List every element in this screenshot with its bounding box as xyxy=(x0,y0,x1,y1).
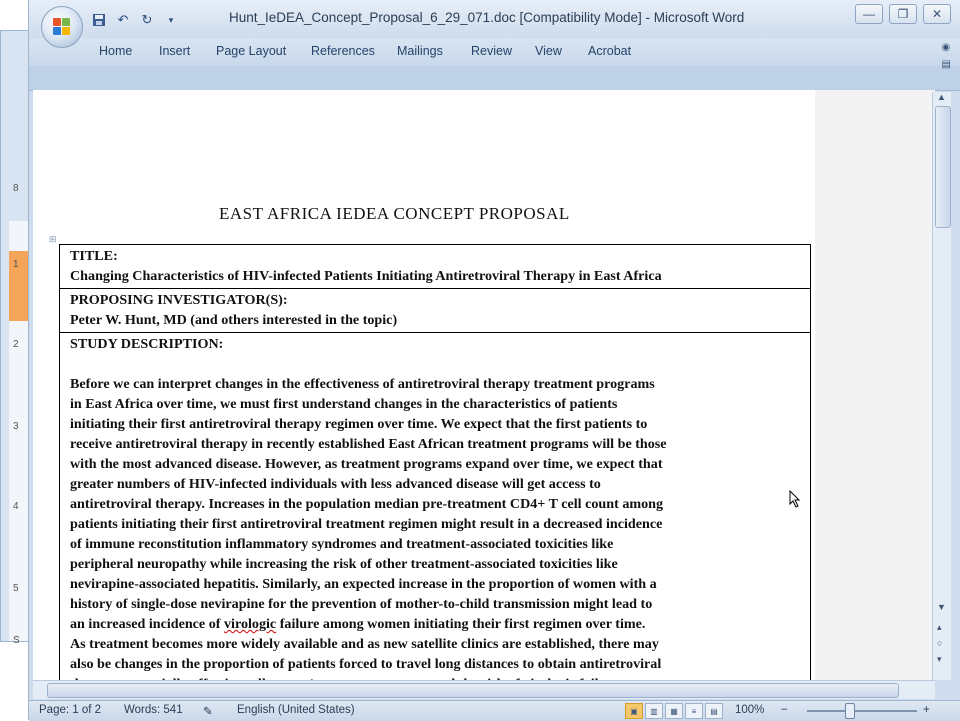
word-window xyxy=(28,0,960,720)
language-indicator[interactable]: English (United States) xyxy=(237,704,355,716)
description-line: nevirapine-associated hepatitis. Similarly, an expected increase in the proportion of women with a xyxy=(70,576,657,592)
description-line: an increased incidence of virologic failure among women initiating their first regimen over time. xyxy=(70,616,646,632)
ruler-mark: 3 xyxy=(13,421,19,432)
full-screen-reading-icon[interactable]: ▥ xyxy=(645,703,663,719)
title-value: Changing Characteristics of HIV-infected Patients Initiating Antiretroviral Therapy in East Africa xyxy=(70,268,662,284)
tab-home[interactable]: Home xyxy=(99,44,133,58)
description-line: greater numbers of HIV-infected individuals with less advanced disease will get access to xyxy=(70,476,601,492)
description-line: Before we can interpret changes in the effectiveness of antiretroviral therapy treatment programs xyxy=(70,376,655,392)
customize-icon[interactable]: ▾ xyxy=(168,14,174,25)
outline-icon[interactable]: ≡ xyxy=(685,703,703,719)
document-area[interactable] xyxy=(33,90,935,680)
undo-icon[interactable]: ↶ xyxy=(117,12,129,27)
next-page-icon[interactable]: ▾ xyxy=(937,654,942,664)
help-icon[interactable]: ◉ xyxy=(941,42,951,53)
ruler-mark: 8 xyxy=(13,183,19,194)
view-buttons xyxy=(625,703,723,719)
tab-mailings[interactable]: Mailings xyxy=(397,44,443,58)
zoom-slider[interactable] xyxy=(807,710,917,712)
tab-page-layout[interactable]: Page Layout xyxy=(216,44,287,58)
previous-page-icon[interactable]: ▴ xyxy=(937,622,942,632)
table-move-handle-icon[interactable]: ⊞ xyxy=(49,234,57,244)
hscroll-thumb[interactable] xyxy=(47,683,899,698)
description-line: peripheral neuropathy while increasing the risk of other treatment-associated toxicities like xyxy=(70,556,618,572)
description-label: STUDY DESCRIPTION: xyxy=(70,336,224,352)
zoom-out-button[interactable]: − xyxy=(781,704,788,716)
select-browse-object-icon[interactable]: ○ xyxy=(937,638,943,648)
close-button[interactable]: ✕ xyxy=(923,4,951,24)
word-count[interactable]: Words: 541 xyxy=(124,704,183,716)
office-logo-icon xyxy=(53,18,71,36)
proofing-icon[interactable]: ✎ xyxy=(203,706,213,718)
ribbon-tabs xyxy=(29,38,960,66)
office-button[interactable] xyxy=(41,6,83,48)
ruler-mark: 4 xyxy=(13,501,19,512)
description-line: receive antiretroviral therapy in recently established East African treatment programs will be those xyxy=(70,436,667,452)
tab-acrobat[interactable]: Acrobat xyxy=(588,44,632,58)
horizontal-scrollbar[interactable] xyxy=(33,680,935,699)
vertical-scrollbar[interactable] xyxy=(932,92,951,680)
description-line: history of single-dose nevirapine for the prevention of mother-to-child transmission might lead to xyxy=(70,596,653,612)
print-layout-icon[interactable]: ▣ xyxy=(625,703,643,719)
web-layout-icon[interactable]: ▦ xyxy=(665,703,683,719)
investigator-value: Peter W. Hunt, MD (and others interested in the topic) xyxy=(70,312,398,328)
page-gutter xyxy=(815,90,935,680)
tab-references[interactable]: References xyxy=(311,44,375,58)
ruler-mark: 5 xyxy=(13,583,19,594)
page-count[interactable]: Page: 1 of 2 xyxy=(39,704,102,716)
ruler-mark: S xyxy=(13,635,20,646)
minimize-button[interactable]: — xyxy=(855,4,883,24)
zoom-level[interactable]: 100% xyxy=(735,704,765,716)
window-controls xyxy=(855,4,951,24)
description-line: also be changes in the proportion of patients forced to travel long distances to obtain antiretroviral xyxy=(70,656,662,672)
investigator-label: PROPOSING INVESTIGATOR(S): xyxy=(70,292,288,308)
ribbon-right-tools xyxy=(942,42,951,70)
investigator-row xyxy=(60,289,810,333)
zoom-in-button[interactable]: + xyxy=(923,704,930,716)
scroll-thumb[interactable] xyxy=(935,106,951,228)
proposal-table xyxy=(59,244,811,697)
description-line: of immune reconstitution inflammatory syndromes and treatment-associated toxicities like xyxy=(70,536,614,552)
window-title: Hunt_IeDEA_Concept_Proposal_6_29_071.doc [Compatibility Mode] - Microsoft Word xyxy=(229,10,745,25)
scroll-up-icon[interactable]: ▲ xyxy=(937,92,946,102)
scroll-down-icon[interactable]: ▼ xyxy=(937,602,946,612)
ruler-mark: 2 xyxy=(13,339,19,350)
restore-button[interactable]: ❐ xyxy=(889,4,917,24)
description-line: As treatment becomes more widely available and as new satellite clinics are established, there may xyxy=(70,636,659,652)
zoom-slider-knob[interactable] xyxy=(845,703,855,719)
status-bar xyxy=(29,700,960,721)
ruler-toggle-icon[interactable]: ▤ xyxy=(941,59,951,70)
document-heading: EAST AFRICA IEDEA CONCEPT PROPOSAL xyxy=(219,204,570,223)
save-icon[interactable] xyxy=(91,12,107,28)
mouse-cursor-icon xyxy=(789,490,801,508)
tab-view[interactable]: View xyxy=(535,44,562,58)
title-row xyxy=(60,245,810,289)
title-label: TITLE: xyxy=(70,248,118,264)
description-line: patients initiating their first antiretroviral treatment regimen might result in a decreased incidence xyxy=(70,516,663,532)
description-line: initiating their first antiretroviral therapy regimen over time. We expect that the first patients to xyxy=(70,416,648,432)
ruler-mark: 1 xyxy=(13,259,19,270)
title-bar xyxy=(29,0,960,38)
tab-review[interactable]: Review xyxy=(471,44,512,58)
draft-icon[interactable]: ▤ xyxy=(705,703,723,719)
description-line: in East Africa over time, we must first understand changes in the characteristics of patients xyxy=(70,396,618,412)
tab-insert[interactable]: Insert xyxy=(159,44,191,58)
ribbon-collapsed xyxy=(29,66,960,91)
description-line: with the most advanced disease. However, as treatment programs expand over time, we expect that xyxy=(70,456,663,472)
description-line: antiretroviral therapy. Increases in the population median pre-treatment CD4+ T cell count among xyxy=(70,496,664,512)
description-row xyxy=(60,333,810,696)
redo-icon[interactable]: ↻ xyxy=(141,12,153,27)
description-text xyxy=(70,374,800,694)
quick-access-toolbar xyxy=(91,10,179,30)
